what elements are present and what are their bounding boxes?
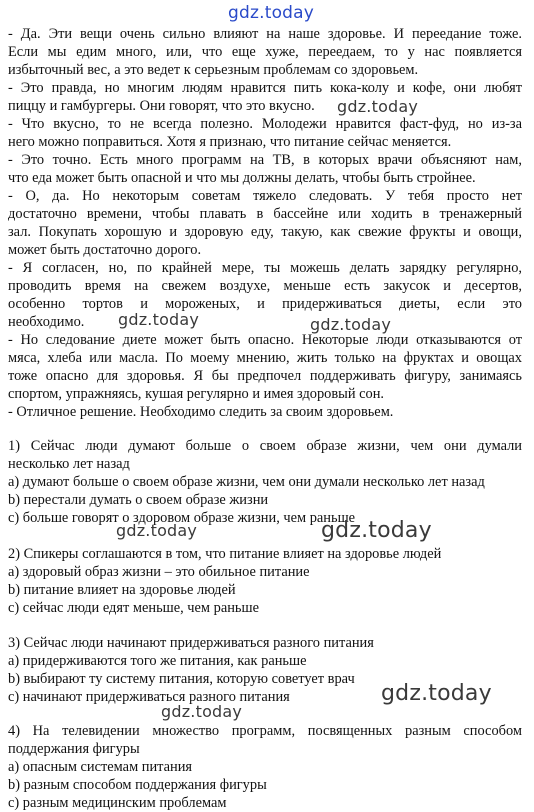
dialogue-line: избыточный вес, а это ведет к серьезным проблемам со здоровьем. xyxy=(8,62,419,78)
answer-option: c) начинают придерживаться разного питания xyxy=(8,689,290,705)
question-text: 4) На телевидении множество программ, посвященных разным способом xyxy=(8,723,522,739)
dialogue-line: мяса, хлеба или масла. По моему мнению, жить только на фруктах и овощах xyxy=(8,350,522,366)
dialogue-line: - Отличное решение. Необходимо следить за своим здоровьем. xyxy=(8,404,394,420)
watermark: gdz.today xyxy=(321,518,432,543)
watermark: gdz.today xyxy=(381,681,492,706)
dialogue-line: - О, да. Но некоторым советам тяжело следовать. У тебя просто нет xyxy=(8,188,522,204)
dialogue-line: может быть достаточно дорого. xyxy=(8,242,202,258)
answer-option: b) перестали думать о своем образе жизни xyxy=(8,492,269,508)
answer-option: a) здоровый образ жизни – это обильное питание xyxy=(8,564,310,580)
watermark: gdz.today xyxy=(337,97,419,116)
dialogue-line: тоже опасно для здоровья. Я бы предпочел поддерживать фигуру, занимаясь xyxy=(8,368,522,384)
answer-option: a) придерживаются того же питания, как раньше xyxy=(8,653,307,669)
question-text: 1) Сейчас люди думают больше о своем образе жизни, чем они думали xyxy=(8,438,522,454)
answer-option: a) опасным системам питания xyxy=(8,759,193,775)
dialogue-line: спортом, упражняясь, кушая регулярно и имея здоровый сон. xyxy=(8,386,385,402)
answer-option: b) питание влияет на здоровье людей xyxy=(8,582,236,598)
watermark: gdz.today xyxy=(161,702,243,721)
dialogue-line: - Что вкусно, то не всегда полезно. Молодежи нравится фаст-фуд, но из-за xyxy=(8,116,522,132)
answer-option: b) разным способом поддержания фигуры xyxy=(8,777,267,793)
dialogue-line: проводить время на свежем воздухе, меньше есть закусок и десертов, xyxy=(8,278,522,294)
dialogue-line: необходимо. xyxy=(8,314,85,330)
dialogue-line: особенно тортов и мороженых, и придерживаться диеты, если это xyxy=(8,296,522,312)
dialogue-line: что еда может быть опасной и что мы должны делать, чтобы быть стройнее. xyxy=(8,170,476,186)
dialogue-line: - Но следование диете может быть опасно. Некоторые люди отказываются от xyxy=(8,332,522,348)
watermark: gdz.today xyxy=(116,521,198,540)
watermark: gdz.today xyxy=(228,3,315,23)
answer-option: a) думают больше о своем образе жизни, чем они думали несколько лет назад xyxy=(8,474,485,490)
question-text: 2) Спикеры соглашаются в том, что питание влияет на здоровье людей xyxy=(8,546,442,562)
dialogue-line: него можно поправиться. Хотя я признаю, что питание сейчас меняется. xyxy=(8,134,452,150)
dialogue-line: зал. Покупать хорошую и здоровую еду, такую, как свежие фрукты и овощи, xyxy=(8,224,522,240)
dialogue-line: - Да. Эти вещи очень сильно влияют на наше здоровье. И переедание тоже. xyxy=(8,26,522,42)
answer-option: c) больше говорят о здоровом образе жизни, чем раньше xyxy=(8,510,356,526)
dialogue-line: - Это правда, но многим людям нравится пить кока-колу и кофе, они любят xyxy=(8,80,522,96)
answer-option: c) сейчас люди едят меньше, чем раньше xyxy=(8,600,259,616)
dialogue-line: - Это точно. Есть много программ на ТВ, в которых врачи объясняют нам, xyxy=(8,152,522,168)
dialogue-line: пиццу и гамбургеры. Они говорят, что это вкусно. xyxy=(8,98,315,114)
dialogue-line: достаточно времени, чтобы плавать в бассейне или ходить в тренажерный xyxy=(8,206,522,222)
question-text: 3) Сейчас люди начинают придерживаться разного питания xyxy=(8,635,374,651)
watermark: gdz.today xyxy=(310,315,392,334)
dialogue-line: - Я согласен, но, по крайней мере, ты можешь делать зарядку регулярно, xyxy=(8,260,522,276)
answer-option: c) разным медицинским проблемам xyxy=(8,795,227,811)
question-text: несколько лет назад xyxy=(8,456,130,472)
dialogue-line: Если мы едим много, или, что еще хуже, переедаем, то у нас появляется xyxy=(8,44,522,60)
watermark: gdz.today xyxy=(118,310,200,329)
question-text: поддержания фигуры xyxy=(8,741,140,757)
answer-option: b) выбирают ту систему питания, которую советует врач xyxy=(8,671,355,687)
